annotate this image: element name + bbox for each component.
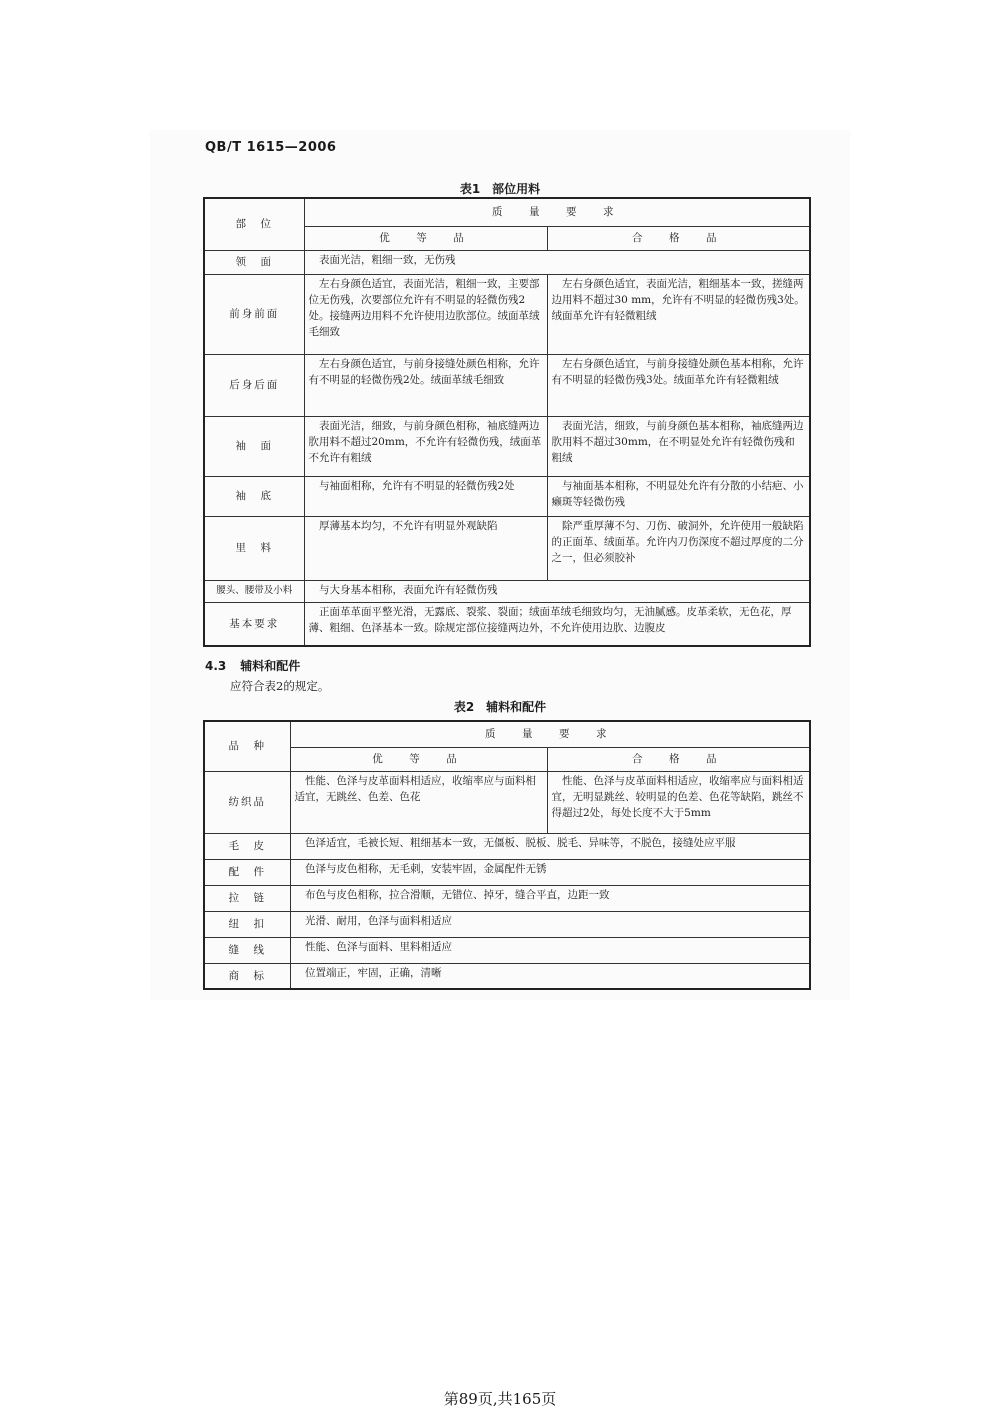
section-number: 4.3	[205, 659, 227, 673]
row-text: 位置端正，牢固，正确，清晰	[290, 963, 810, 989]
table-row	[204, 771, 810, 833]
row-text: 与大身基本相称，表面允许有轻微伤残	[304, 580, 810, 602]
row-qualified: 性能、色泽与皮革面料相适应，收缩率应与面料相适宜，无明显跳丝、较明显的色差、色花等缺陷，跳丝不得超过2处，每处长度不大于5mm	[547, 771, 810, 833]
row-label: 袖 底	[204, 476, 304, 516]
table-row	[204, 274, 810, 354]
section-text: 应符合表2的规定。	[230, 679, 330, 693]
row-premium: 性能、色泽与皮革面料相适应，收缩率应与面料相适宜，无跳丝、色差、色花	[290, 771, 547, 833]
row-qualified: 左右身颜色适宜，与前身接缝处颜色基本相称，允许有不明显的轻微伤残3处。绒面革允许有轻微粗绒	[547, 354, 810, 416]
row-premium: 与袖面相称，允许有不明显的轻微伤残2处	[304, 476, 547, 516]
row-text: 色泽适宜，毛被长短、粗细基本一致，无僵板、脱板、脱毛、异味等，不脱色，接缝处应平服	[290, 833, 810, 859]
row-label: 基本要求	[204, 602, 304, 646]
table1-header-qualified: 合 格 品	[547, 226, 810, 250]
row-label: 毛 皮	[204, 833, 290, 859]
row-premium: 厚薄基本均匀，不允许有明显外观缺陷	[304, 516, 547, 580]
row-label: 商 标	[204, 963, 290, 989]
table-row	[204, 833, 810, 859]
row-label: 纺织品	[204, 771, 290, 833]
table-row	[204, 416, 810, 476]
table1-header-part: 部 位	[204, 198, 304, 250]
table-row	[204, 250, 810, 274]
row-label: 腰头、腰带及小料	[204, 580, 304, 602]
row-qualified: 表面光洁，细致，与前身颜色基本相称，袖底缝两边肷用料不超过30mm，在不明显处允许有轻微伤残和粗绒	[547, 416, 810, 476]
row-label: 拉 链	[204, 885, 290, 911]
row-qualified: 左右身颜色适宜，表面光洁，粗细基本一致，搓缝两边用料不超过30 mm，允许有不明显的轻微伤残3处。绒面革允许有轻微粗绒	[547, 274, 810, 354]
row-text: 布色与皮色相称，拉合滑顺，无错位、掉牙，缝合平直，边距一致	[290, 885, 810, 911]
section-title: 辅料和配件	[240, 659, 301, 673]
table-row	[204, 476, 810, 516]
table1-caption: 表1 部位用料	[459, 182, 541, 196]
row-text: 表面光洁，粗细一致，无伤残	[304, 250, 810, 274]
row-label: 配 件	[204, 859, 290, 885]
row-label: 纽 扣	[204, 911, 290, 937]
table2-caption: 表2 辅料和配件	[453, 700, 547, 714]
table2-accessories	[203, 720, 811, 990]
table-row	[204, 911, 810, 937]
table-row	[204, 516, 810, 580]
table-row	[204, 885, 810, 911]
table-row	[204, 602, 810, 646]
row-text: 色泽与皮色相称，无毛刺，安装牢固，金属配件无锈	[290, 859, 810, 885]
row-text: 光滑、耐用，色泽与面料相适应	[290, 911, 810, 937]
table-row	[204, 354, 810, 416]
table2-header-qualified: 合 格 品	[547, 747, 810, 771]
table1-part-materials	[203, 197, 811, 647]
section-heading	[205, 657, 300, 674]
row-label: 里 料	[204, 516, 304, 580]
row-label: 缝 线	[204, 937, 290, 963]
row-qualified: 与袖面基本相称，不明显处允许有分散的小结疤、小癞斑等轻微伤残	[547, 476, 810, 516]
page-number: 第89页,共165页	[443, 1390, 557, 1408]
row-label: 前身前面	[204, 274, 304, 354]
row-label: 袖 面	[204, 416, 304, 476]
table1-header-quality: 质 量 要 求	[304, 198, 810, 226]
row-qualified: 除严重厚薄不匀、刀伤、破洞外，允许使用一般缺陷的正面革、绒面革。允许内刀伤深度不超过厚度的二分之一，但必须胶补	[547, 516, 810, 580]
table2-header-quality: 质 量 要 求	[290, 721, 810, 747]
row-premium: 表面光洁，细致，与前身颜色相称，袖底缝两边肷用料不超过20mm，不允许有轻微伤残，绒面革不允许有粗绒	[304, 416, 547, 476]
row-premium: 左右身颜色适宜，表面光洁，粗细一致，主要部位无伤残，次要部位允许有不明显的轻微伤残2处。接缝两边用料不允许使用边肷部位。绒面革绒毛细致	[304, 274, 547, 354]
table-row	[204, 580, 810, 602]
table-row	[204, 937, 810, 963]
row-label: 领 面	[204, 250, 304, 274]
table1-header-premium: 优 等 品	[304, 226, 547, 250]
row-label: 后身后面	[204, 354, 304, 416]
table-row	[204, 963, 810, 989]
table-row	[204, 859, 810, 885]
table2-header-kind: 品 种	[204, 721, 290, 771]
standard-code: QB/T 1615—2006	[205, 140, 337, 155]
table2-header-premium: 优 等 品	[290, 747, 547, 771]
row-text: 正面革革面平整光滑，无露底、裂浆、裂面；绒面革绒毛细致均匀，无油腻感。皮革柔软，无色花，厚薄、粗细、色泽基本一致。除规定部位接缝两边外，不允许使用边肷、边腹皮	[304, 602, 810, 646]
row-text: 性能、色泽与面料、里料相适应	[290, 937, 810, 963]
row-premium: 左右身颜色适宜，与前身接缝处颜色相称，允许有不明显的轻微伤残2处。绒面革绒毛细致	[304, 354, 547, 416]
